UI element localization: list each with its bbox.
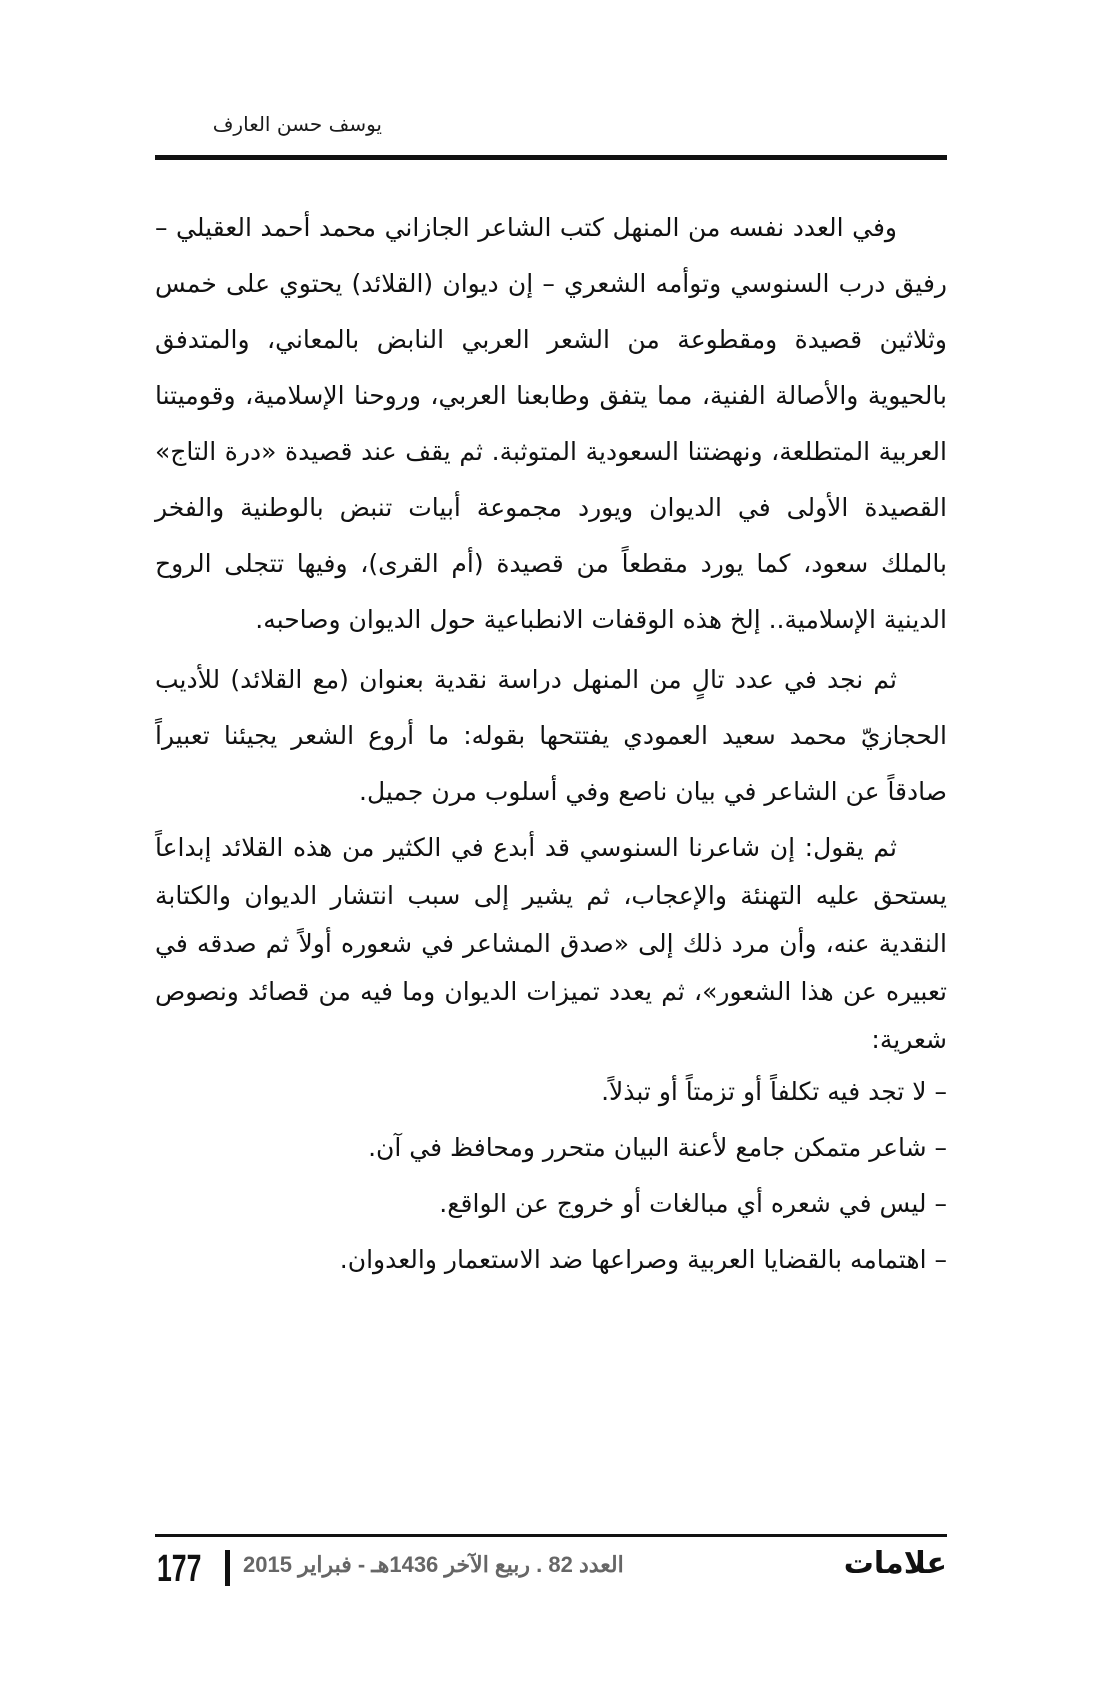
- footer-separator-bar: [225, 1550, 230, 1586]
- list-item: – لا تجد فيه تكلفاً أو تزمتاً أو تبذلاً.: [601, 1077, 947, 1106]
- journal-logo: علامات: [843, 1546, 947, 1581]
- article-body: [155, 200, 947, 1288]
- paragraph-2: ثم نجد في عدد تالٍ من المنهل دراسة نقدية بعنوان (مع القلائد) للأديب الحجازيّ محمد سعيد العمودي يفتتحها بقوله: ما أروع الشعر يجيئنا تعبيراً صادقاً عن الشاعر في بيان ناصع وفي أسلوب مرن جميل.: [155, 665, 947, 806]
- list-item: – شاعر متمكن جامع لأعنة البيان متحرر ومحافظ في آن.: [368, 1133, 947, 1162]
- footer-divider: [155, 1534, 947, 1537]
- list-item: – ليس في شعره أي مبالغات أو خروج عن الواقع.: [439, 1189, 947, 1218]
- paragraph-1: وفي العدد نفسه من المنهل كتب الشاعر الجازاني محمد أحمد العقيلي – رفيق درب السنوسي وتوأمه الشعري – إن ديوان (القلائد) يحتوي على خمس وثلاثين قصيدة ومقطوعة من الشعر العربي النابض بالمعاني، والمتدفق بالحيوية والأصالة الفنية، مما يتفق وطابعنا العربي، وروحنا الإسلامية، وقوميتنا العربية المتطلعة، ونهضتنا السعودية المتوثبة. ثم يقف عند قصيدة «درة التاج» القصيدة الأولى في الديوان ويورد مجموعة أبيات تنبض بالوطنية والفخر بالملك سعود، كما يورد مقطعاً من قصيدة (أم القرى)، وفيها تتجلى الروح الدينية الإسلامية.. إلخ هذه الوقفات الانطباعية حول الديوان وصاحبه.: [155, 213, 947, 634]
- list-item: – اهتمامه بالقضايا العربية وصراعها ضد الاستعمار والعدوان.: [339, 1245, 947, 1274]
- header-divider: [155, 155, 947, 160]
- page-footer: [155, 1546, 947, 1590]
- issue-info: العدد 82 . ربيع الآخر 1436هـ - فبراير 2015: [243, 1552, 624, 1577]
- feature-list: [155, 1064, 947, 1288]
- paragraph-3: ثم يقول: إن شاعرنا السنوسي قد أبدع في الكثير من هذه القلائد إبداعاً يستحق عليه التهنئة والإعجاب، ثم يشير إلى سبب انتشار الديوان والكتابة النقدية عنه، وأن مرد ذلك إلى «صدق المشاعر في شعوره أولاً ثم صدقه في تعبيره عن هذا الشعور»، ثم يعدد تميزات الديوان وما فيه من قصائد ونصوص شعرية:: [155, 833, 947, 1054]
- page-number: 177: [157, 1548, 202, 1590]
- running-header-author: يوسف حسن العارف: [212, 112, 382, 136]
